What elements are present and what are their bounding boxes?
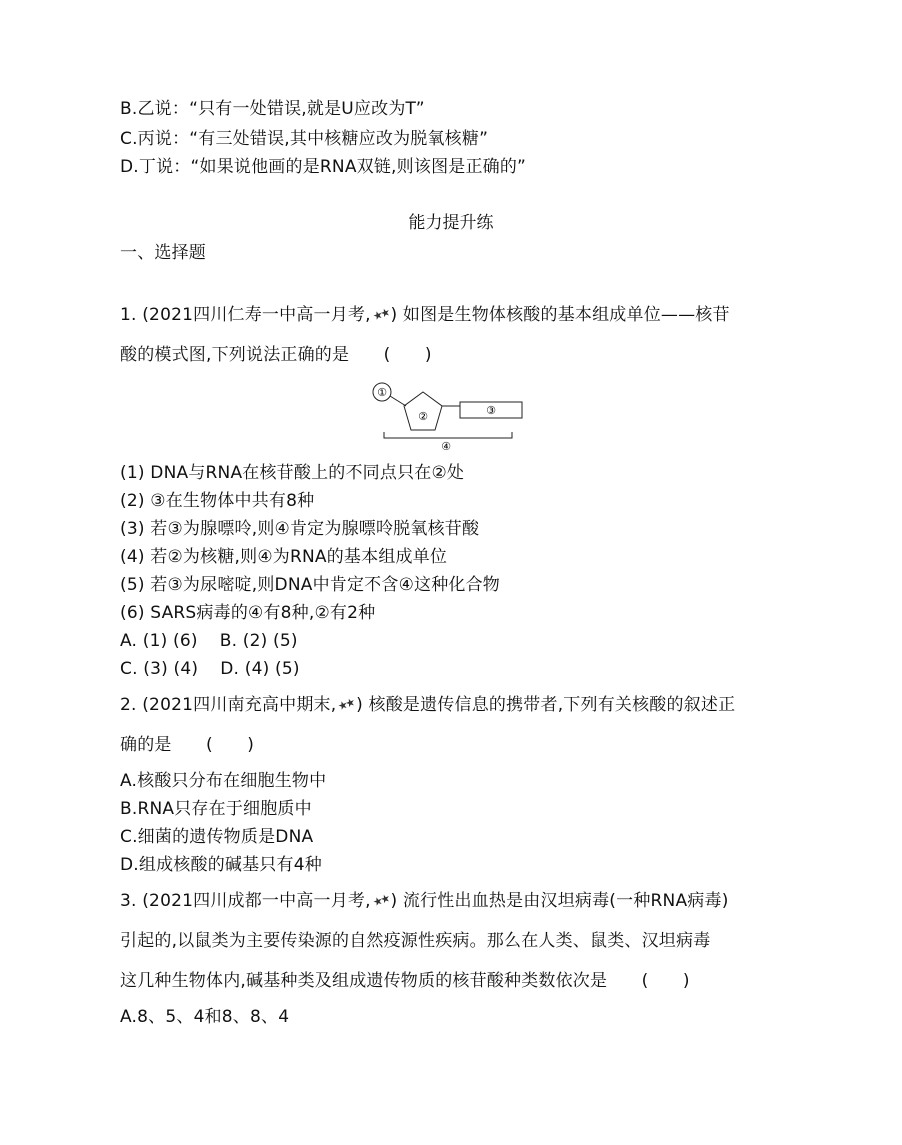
nucleotide-diagram (364, 380, 524, 454)
nucleotide-bracket (384, 432, 512, 438)
q1-source: 1. (2021四川仁寿一中高一月考, (120, 305, 371, 325)
q1-statement-4: (4) 若②为核糖,则④为RNA的基本组成单位 (120, 547, 448, 567)
q1-option-b[interactable]: B. (2) (5) (219, 631, 298, 651)
q2-option-d[interactable]: D.组成核酸的碱基只有4种 (120, 855, 322, 875)
q3-source: 3. (2021四川成都一中高一月考, (120, 891, 371, 911)
diagram-label-2: ② (418, 410, 428, 423)
q1-statement-1: (1) DNA与RNA在核苷酸上的不同点只在②处 (120, 463, 465, 483)
q2-stem-line1 (120, 694, 735, 716)
q1-option-d[interactable]: D. (4) (5) (220, 659, 300, 679)
q1-stem-text: ) 如图是生物体核酸的基本组成单位——核苷 (390, 305, 730, 325)
q2-option-c[interactable]: C.细菌的遗传物质是DNA (120, 827, 314, 847)
section-title: 能力提升练 (408, 213, 494, 233)
diagram-label-1: ① (377, 386, 387, 399)
q1-stem-line2: 酸的模式图,下列说法正确的是 ( ) (120, 345, 432, 365)
q1-option-a[interactable]: A. (1) (6) (120, 631, 198, 651)
difficulty-stars-icon: ★★ (370, 305, 391, 324)
q2-stem-text: ) 核酸是遗传信息的携带者,下列有关核酸的叙述正 (356, 695, 736, 715)
difficulty-stars-icon: ★★ (370, 891, 391, 910)
diagram-label-4: ④ (441, 440, 451, 453)
q2-option-b[interactable]: B.RNA只存在于细胞质中 (120, 799, 312, 819)
q1-statement-6: (6) SARS病毒的④有8种,②有2种 (120, 603, 376, 623)
q2-option-a[interactable]: A.核酸只分布在细胞生物中 (120, 771, 327, 791)
part-heading: 一、选择题 (120, 243, 206, 263)
q1-statement-5: (5) 若③为尿嘧啶,则DNA中肯定不含④这种化合物 (120, 575, 501, 595)
q3-stem-text: ) 流行性出血热是由汉坦病毒(一种RNA病毒) (390, 891, 729, 911)
prev-option-b: B.乙说：“只有一处错误,就是U应改为T” (120, 99, 425, 119)
q1-option-c[interactable]: C. (3) (4) (120, 659, 199, 679)
difficulty-stars-icon: ★★ (336, 695, 356, 714)
q1-statement-2: (2) ③在生物体中共有8种 (120, 491, 315, 511)
q3-stem-line2: 引起的,以鼠类为主要传染源的自然疫源性疾病。那么在人类、鼠类、汉坦病毒 (120, 931, 711, 951)
q1-stem-line1 (120, 304, 730, 326)
q3-option-a[interactable]: A.8、5、4和8、8、4 (120, 1007, 290, 1027)
diagram-label-3: ③ (486, 404, 496, 417)
q2-source: 2. (2021四川南充高中期末, (120, 695, 337, 715)
q3-stem-line3: 这几种生物体内,碱基种类及组成遗传物质的核苷酸种类数依次是 ( ) (120, 971, 690, 991)
q3-stem-line1 (120, 890, 729, 912)
prev-option-d: D.丁说：“如果说他画的是RNA双链,则该图是正确的” (120, 157, 527, 177)
prev-option-c: C.丙说：“有三处错误,其中核糖应改为脱氧核糖” (120, 129, 489, 149)
q1-options-row-2 (120, 658, 300, 680)
q1-options-row-1 (120, 630, 298, 652)
q1-statement-3: (3) 若③为腺嘌呤,则④肯定为腺嘌呤脱氧核苷酸 (120, 519, 480, 539)
q2-stem-line2: 确的是 ( ) (120, 735, 255, 755)
